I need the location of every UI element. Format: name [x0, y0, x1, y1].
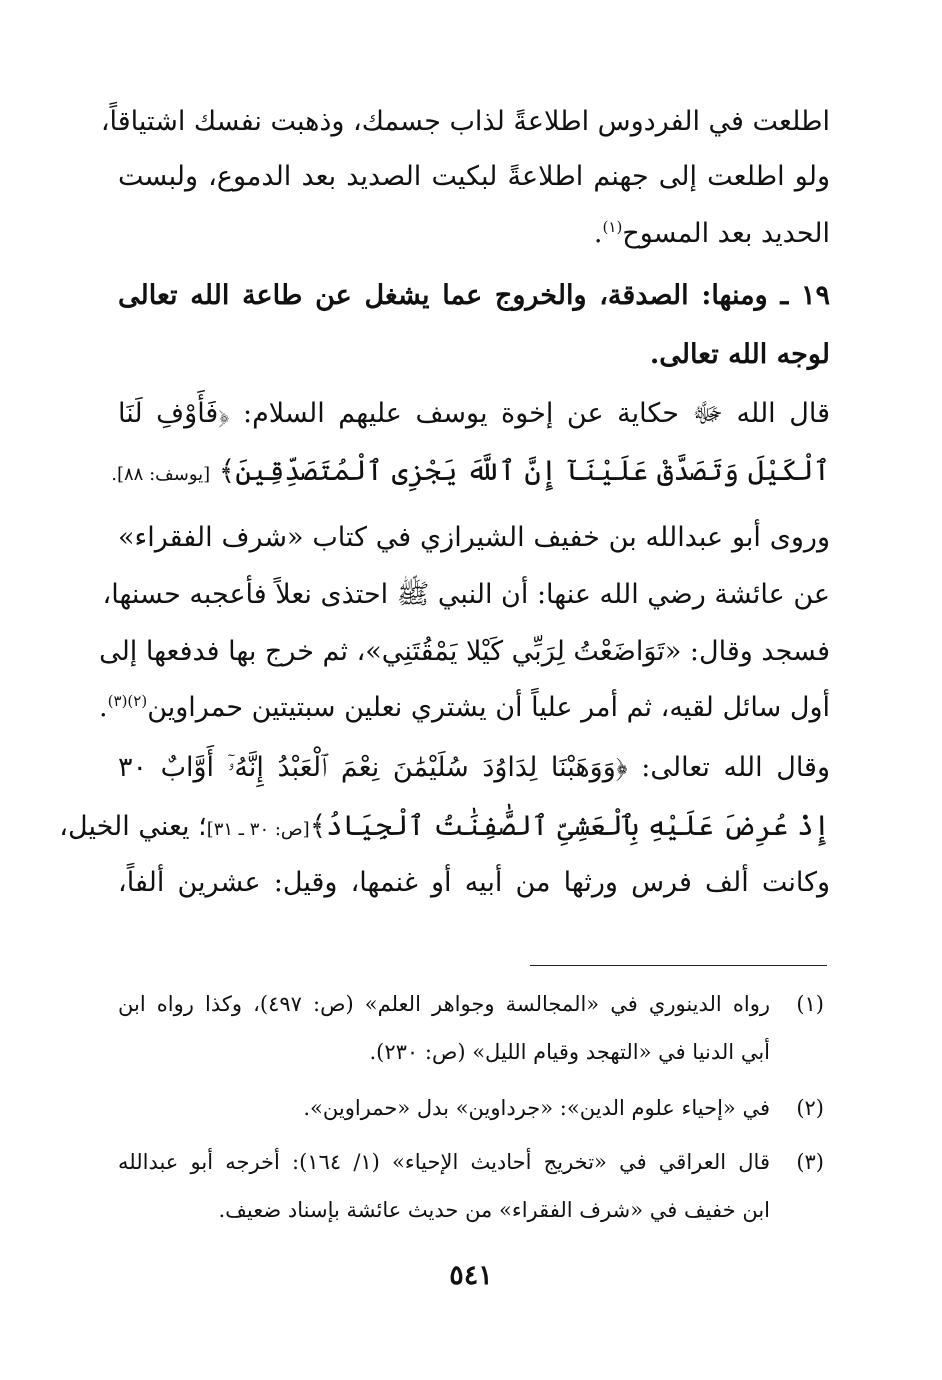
body-line-9: عن عائشة رضي الله عنها: أن النبي ﷺ احتذى نعلاً فأعجبه حسنها،: [102, 579, 830, 610]
quran-verse-yusuf-88: ٱلْكَيْلَ وَتَصَدَّقْ عَلَيْنَآ إِنَّ ٱللَّهَ يَجْزِى ٱلْمُتَصَدِّقِينَ﴾: [218, 454, 830, 487]
verse-citation-sad: [ص: ٣٠ ـ ٣١]: [206, 819, 310, 840]
body-line-11-text: أول سائل لقيه، ثم أمر علياً أن يشتري نعلين سبتيتين حمراوين: [147, 692, 830, 723]
page-number: ٥٤١: [449, 1260, 493, 1291]
section-heading-line-2: لوجه الله تعالى.: [649, 339, 830, 370]
body-line-3: [118, 212, 830, 256]
body-line-3-end: .: [593, 218, 603, 249]
body-line-13-rest: ؛ يعني الخيل،: [59, 811, 207, 842]
footnote-1-line-2: أبي الدنيا في «التهجد وقيام الليل» (ص: ٢٣٠).: [369, 1040, 770, 1064]
footnote-separator: [530, 965, 827, 966]
footnote-ref-1: (١): [602, 218, 623, 236]
footnote-1-number: (١): [796, 992, 824, 1016]
body-line-6: قال الله ﷻ حكاية عن إخوة يوسف عليهم السلام: ﴿فَأَوْفِ لَنَا: [118, 398, 830, 429]
body-line-11: [99, 686, 830, 730]
footnote-3-number: (٣): [796, 1150, 824, 1174]
body-line-10: فسجد وقال: «تَوَاضَعْتُ لِرَبِّي كَيْلا يَمْقُتَنِي»، ثم خرج بها فدفعها إلى: [99, 636, 830, 667]
body-line-8: وروى أبو عبدالله بن خفيف الشيرازي في كتاب «شرف الفقراء»: [118, 522, 830, 553]
verse-citation-yusuf: [يوسف: ٨٨].: [111, 464, 211, 485]
body-line-13: [59, 804, 830, 852]
body-line-7: [111, 449, 830, 497]
footnote-refs-2-3: (٢)(٣): [107, 692, 148, 710]
body-line-12: وقال الله تعالى: ﴿وَوَهَبْنَا لِدَاوُدَ سُلَيْمَٰنَ نِعْمَ ٱلْعَبْدُ إِنَّهُۥٓ أَوَّابٌ ٣٠: [118, 752, 830, 783]
section-heading-line-1: ١٩ ـ ومنها: الصدقة، والخروج عما يشغل عن طاعة الله تعالى: [118, 280, 830, 311]
quran-verse-sad-31: إِذْ عُرِضَ عَلَيْهِ بِٱلْعَشِىِّ ٱلصَّٰفِنَٰتُ ٱلْجِيَادُ﴾: [309, 809, 830, 842]
body-line-1: اطلعت في الفردوس اطلاعةً لذاب جسمك، وذهبت نفسك اشتياقاً،: [100, 106, 830, 137]
body-line-3-text: الحديد بعد المسوح: [622, 218, 830, 249]
footnote-3-line-2: ابن خفيف في «شرف الفقراء» من حديث عائشة بإسناد ضعيف.: [218, 1198, 770, 1222]
footnote-2-number: (٢): [796, 1096, 824, 1120]
footnote-3-line-1: قال العراقي في «تخريج أحاديث الإحياء» (١/ ١٦٤): أخرجه أبو عبدالله: [118, 1150, 770, 1174]
body-line-11-end: .: [99, 692, 108, 723]
footnote-2-line-1: في «إحياء علوم الدين»: «جرداوين» بدل «حمراوين».: [303, 1096, 770, 1120]
footnote-1-line-1: رواه الدينوري في «المجالسة وجواهر العلم» (ص: ٤٩٧)، وكذا رواه ابن: [118, 992, 770, 1016]
body-line-2: ولو اطلعت إلى جهنم اطلاعةً لبكيت الصديد بعد الدموع، ولبست: [118, 161, 830, 192]
body-line-14: وكانت ألف فرس ورثها من أبيه أو غنمها، وقيل: عشرين ألفاً،: [118, 867, 830, 898]
